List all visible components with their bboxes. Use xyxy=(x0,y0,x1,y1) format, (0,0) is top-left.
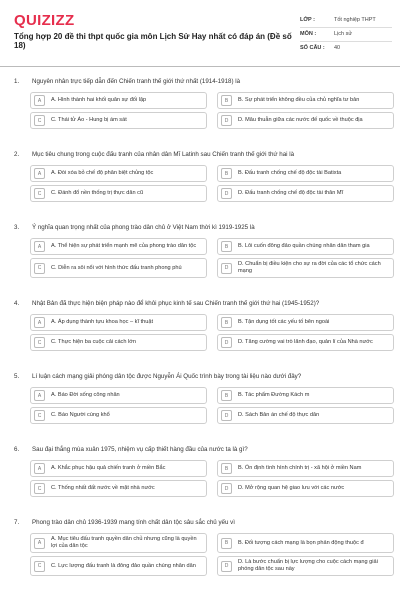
option-text: B. Tác phẩm Đường Kách m xyxy=(238,392,310,398)
option-letter-badge: A xyxy=(34,463,45,474)
option-letter-badge: B xyxy=(221,317,232,328)
question-text: Ý nghĩa quan trọng nhất của phong trào dân chủ ở Việt Nam thời kì 1919-1925 là xyxy=(32,224,255,231)
question-text: Sau đại thắng mùa xuân 1975, nhiệm vụ cấp thiết hàng đầu của nước ta là gì? xyxy=(32,446,248,453)
option-letter-badge: A xyxy=(34,241,45,252)
question-text: Phong trào dân chủ 1936-1939 mang tính chất dân tộc sâu sắc chủ yếu vì xyxy=(32,519,235,526)
meta-key: SỐ CÂU : xyxy=(300,45,325,51)
answer-option-c[interactable] xyxy=(30,480,207,497)
answer-option-a[interactable] xyxy=(30,460,207,477)
option-letter-badge: A xyxy=(34,168,45,179)
answer-option-b[interactable] xyxy=(217,238,394,255)
answer-option-b[interactable] xyxy=(217,314,394,331)
option-letter-badge: B xyxy=(221,463,232,474)
option-letter-badge: C xyxy=(34,561,45,572)
option-letter-badge: D xyxy=(221,263,232,274)
question-block xyxy=(0,300,400,351)
option-letter-badge: D xyxy=(221,410,232,421)
option-text: C. Thống nhất đất nước về mặt nhà nước xyxy=(51,485,155,491)
question-heading xyxy=(14,446,384,453)
option-letter-badge: C xyxy=(34,263,45,274)
answer-option-a[interactable] xyxy=(30,314,207,331)
option-text: A. Mục tiêu đấu tranh quyền dân chủ nhưng cũng là quyền lợi của dân tộc xyxy=(51,536,197,549)
option-letter-badge: B xyxy=(221,241,232,252)
option-text: A. Áp dụng thành tựu khoa học – kĩ thuật xyxy=(51,319,154,325)
option-letter-badge: B xyxy=(221,538,232,549)
option-letter-badge: C xyxy=(34,115,45,126)
answer-options xyxy=(30,165,400,202)
question-number: 3. xyxy=(14,224,20,231)
question-number: 5. xyxy=(14,373,20,380)
option-text: A. Thể hiện sự phát triển mạnh mẽ của phong trào dân tộc xyxy=(51,243,197,249)
option-text: C. Thực hiện ba cuộc cải cách lớn xyxy=(51,339,137,345)
answer-option-d[interactable] xyxy=(217,556,394,576)
question-list xyxy=(0,78,400,598)
option-text: B. Đối tượng cách mạng là bọn phản động thuộc đ xyxy=(238,539,364,546)
option-text: D. Chuẩn bị điều kiện cho sự ra đời của các tổ chức cách mạng xyxy=(238,261,381,274)
option-text: D. Sách Bản án chế độ thực dân xyxy=(238,412,320,418)
meta-value: Lịch sử xyxy=(334,31,353,37)
option-letter-badge: B xyxy=(221,390,232,401)
option-letter-badge: A xyxy=(34,95,45,106)
answer-option-b[interactable] xyxy=(217,460,394,477)
option-letter-badge: A xyxy=(34,390,45,401)
option-letter-badge: D xyxy=(221,337,232,348)
header-divider xyxy=(0,66,400,67)
answer-option-a[interactable] xyxy=(30,238,207,255)
option-letter-badge: B xyxy=(221,168,232,179)
option-text: B. Ổn định tình hình chính trị - xã hội ở miền Nam xyxy=(238,465,362,471)
option-letter-badge: D xyxy=(221,483,232,494)
option-letter-badge: D xyxy=(221,188,232,199)
answer-options xyxy=(30,314,400,351)
question-number: 2. xyxy=(14,151,20,158)
question-block xyxy=(0,224,400,278)
option-letter-badge: B xyxy=(221,95,232,106)
question-number: 7. xyxy=(14,519,20,526)
answer-option-d[interactable] xyxy=(217,112,394,129)
question-number: 4. xyxy=(14,300,20,307)
worksheet-title: Tổng hợp 20 đề thi thpt quốc gia môn Lịch Sử Hay nhất có đáp án (Đề số 18) xyxy=(14,32,292,50)
question-heading xyxy=(14,78,384,85)
question-number: 1. xyxy=(14,78,20,85)
option-text: C. Báo Người cùng khổ xyxy=(51,412,110,418)
meta-value: Tốt nghiệp THPT xyxy=(334,17,376,23)
option-text: C. Diễn ra sôi nổi với hình thức đấu tranh phong phú xyxy=(51,264,182,271)
answer-options xyxy=(30,533,400,576)
answer-options xyxy=(30,460,400,497)
meta-key: LỚP : xyxy=(300,17,315,23)
question-text: Nhật Bản đã thực hiện biện pháp nào để khôi phục kinh tế sau Chiến tranh thế giới thứ hai (1945-1952)? xyxy=(32,300,320,307)
option-letter-badge: D xyxy=(221,115,232,126)
option-text: B. Đấu tranh chống chế độ độc tài Batixta xyxy=(238,170,342,176)
question-block xyxy=(0,78,400,129)
option-text: A. Khắc phục hậu quả chiến tranh ở miền Bắc xyxy=(51,465,166,471)
meta-value: 40 xyxy=(334,45,341,51)
option-letter-badge: C xyxy=(34,188,45,199)
answer-option-d[interactable] xyxy=(217,407,394,424)
option-text: C. Thái tử Áo - Hung bị ám sát xyxy=(51,117,127,123)
answer-options xyxy=(30,92,400,129)
answer-option-c[interactable] xyxy=(30,556,207,576)
meta-row-subject xyxy=(300,28,392,42)
question-block xyxy=(0,373,400,424)
answer-option-b[interactable] xyxy=(217,387,394,404)
answer-option-a[interactable] xyxy=(30,165,207,182)
worksheet-meta xyxy=(300,14,392,55)
option-text: B. Sự phát triển không đều của chủ nghĩa tư bản xyxy=(238,97,360,103)
question-block xyxy=(0,519,400,576)
option-text: A. Đòi xóa bỏ chế độ phân biệt chủng tộc xyxy=(51,170,154,176)
answer-option-b[interactable] xyxy=(217,165,394,182)
meta-key: MÔN : xyxy=(300,31,317,37)
option-text: D. Mâu thuẫn giữa các nước đế quốc về thuộc địa xyxy=(238,117,363,123)
answer-option-c[interactable] xyxy=(30,185,207,202)
answer-option-c[interactable] xyxy=(30,407,207,424)
answer-options xyxy=(30,238,400,278)
option-text: B. Tận dụng tốt các yếu tố bên ngoài xyxy=(238,319,330,325)
question-text: Mục tiêu chung trong cuộc đấu tranh của nhân dân Mĩ Latinh sau Chiến tranh thế giới thứ hai là xyxy=(32,151,295,158)
option-text: A. Báo Đời sống công nhân xyxy=(51,392,120,398)
quizizz-logo: QUIZIZZ xyxy=(14,12,75,29)
option-text: D. Tăng cường vai trò lãnh đạo, quản lí của Nhà nước xyxy=(238,339,373,345)
option-text: D. Đấu tranh chống chế độ độc tài thân Mĩ xyxy=(238,190,344,196)
question-text: Nguyên nhân trực tiếp dẫn đến Chiến tranh thế giới thứ nhất (1914-1918) là xyxy=(32,78,241,85)
option-letter-badge: A xyxy=(34,538,45,549)
answer-option-c[interactable] xyxy=(30,112,207,129)
option-letter-badge: A xyxy=(34,317,45,328)
option-text: B. Lôi cuốn đông đảo quần chúng nhân dân tham gia xyxy=(238,243,370,249)
answer-option-d[interactable] xyxy=(217,185,394,202)
answer-option-d[interactable] xyxy=(217,480,394,497)
option-text: A. Hình thành hai khối quân sự đối lập xyxy=(51,97,147,103)
answer-options xyxy=(30,387,400,424)
option-letter-badge: C xyxy=(34,410,45,421)
answer-option-c[interactable] xyxy=(30,258,207,278)
question-number: 6. xyxy=(14,446,20,453)
answer-option-d[interactable] xyxy=(217,334,394,351)
worksheet-header xyxy=(0,0,400,62)
question-heading xyxy=(14,300,384,307)
option-text: D. Là bước chuẩn bị lực lượng cho cuộc cách mạng giải phóng dân tộc sau này xyxy=(238,559,378,572)
question-block xyxy=(0,446,400,497)
question-heading xyxy=(14,151,384,158)
option-text: C. Đánh đổ nền thống trị thực dân cũ xyxy=(51,190,144,196)
answer-option-a[interactable] xyxy=(30,533,207,553)
answer-option-b[interactable] xyxy=(217,533,394,553)
answer-option-a[interactable] xyxy=(30,387,207,404)
meta-row-count xyxy=(300,42,392,55)
option-letter-badge: D xyxy=(221,561,232,572)
answer-option-b[interactable] xyxy=(217,92,394,109)
question-heading xyxy=(14,373,384,380)
answer-option-c[interactable] xyxy=(30,334,207,351)
answer-option-a[interactable] xyxy=(30,92,207,109)
question-heading xyxy=(14,519,384,526)
option-letter-badge: C xyxy=(34,483,45,494)
question-block xyxy=(0,151,400,202)
option-text: C. Lực lượng đấu tranh là đông đảo quần chúng nhân dân xyxy=(51,562,196,569)
answer-option-d[interactable] xyxy=(217,258,394,278)
option-letter-badge: C xyxy=(34,337,45,348)
question-heading xyxy=(14,224,384,231)
question-text: Lí luận cách mạng giải phóng dân tộc được Nguyễn Ái Quốc trình bày trong tài liệu nào dưới đây? xyxy=(32,373,302,380)
meta-row-class xyxy=(300,14,392,28)
option-text: D. Mở rộng quan hệ giao lưu với các nước xyxy=(238,485,345,491)
